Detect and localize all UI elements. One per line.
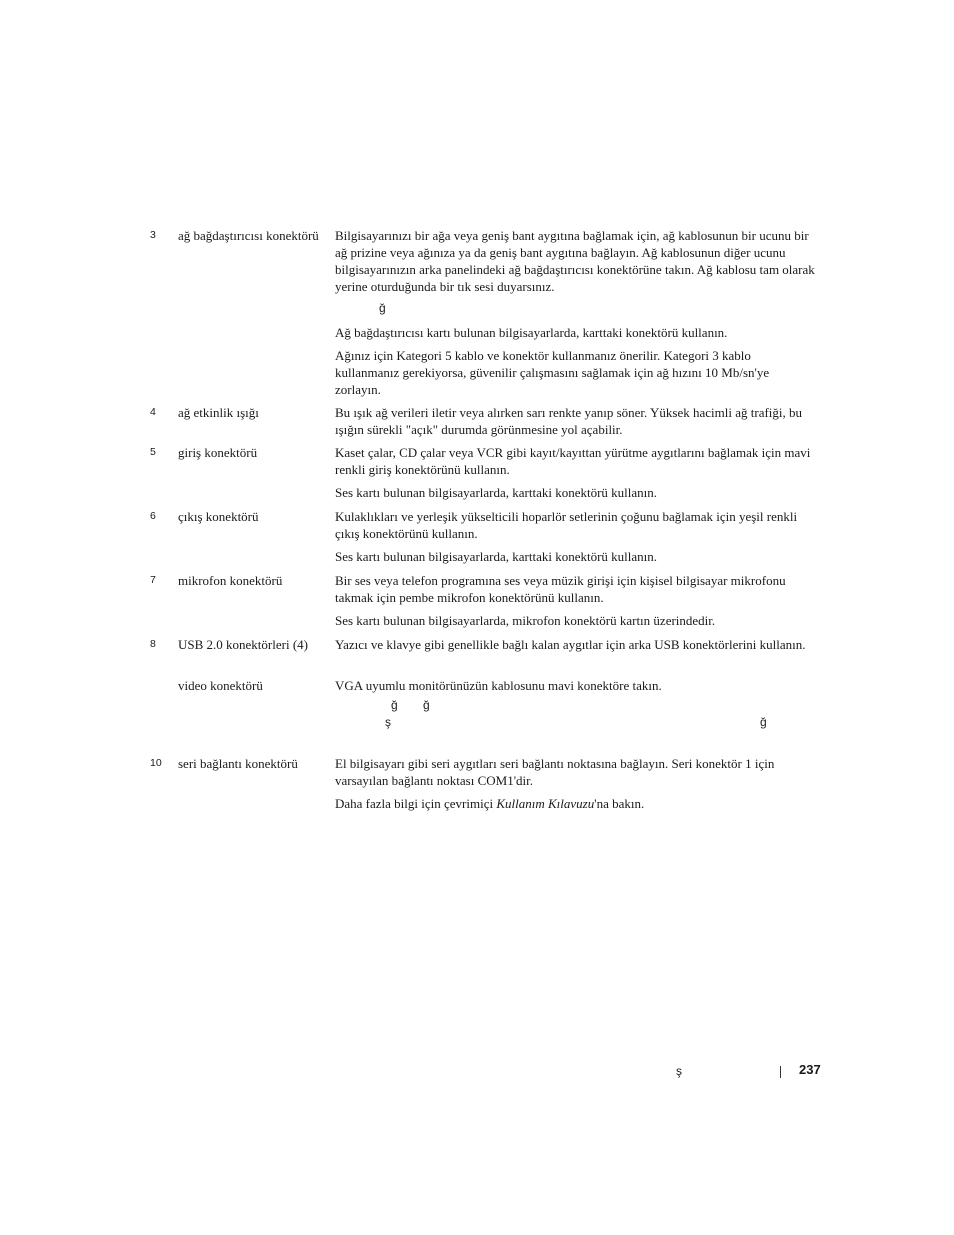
guide-title: Kullanım Kılavuzu (496, 796, 595, 811)
item-description (335, 636, 815, 659)
note-fragment: ş (385, 715, 391, 729)
item-term: giriş konektörü (178, 445, 258, 460)
item-number: 4 (150, 406, 156, 418)
description-paragraph (335, 795, 815, 812)
note-fragment: ğ (379, 301, 386, 315)
text-run: 'na bakın. (594, 796, 645, 811)
item-number: 6 (150, 510, 156, 522)
description-paragraph: Kulaklıkları ve yerleşik yükselticili hoparlör setlerinin çoğunu bağlamak için yeşil renkli çıkış konektörünü kullanın. (335, 509, 798, 541)
note-fragment: ğ (760, 715, 767, 729)
item-term: çıkış konektörü (178, 509, 259, 524)
description-paragraph: Yazıcı ve klavye gibi genellikle bağlı kalan aygıtlar için arka USB konektörlerini kullanın. (335, 637, 806, 652)
item-description (335, 572, 815, 635)
footer-divider (780, 1066, 781, 1078)
item-number: 5 (150, 446, 156, 458)
description-paragraph: Ağ bağdaştırıcısı kartı bulunan bilgisayarlarda, karttaki konektörü kullanın. (335, 325, 728, 340)
note-fragment-line (335, 301, 815, 318)
description-paragraph: Bu ışık ağ verileri iletir veya alırken sarı renkte yanıp söner. Yüksek hacimli ağ trafiği, bu ışığın sürekli "açık" durumda görünmesine yol açabilir. (335, 405, 803, 437)
note-fragment: ğ (423, 698, 430, 712)
description-paragraph: Ses kartı bulunan bilgisayarlarda, mikrofon konektörü kartın üzerindedir. (335, 613, 716, 628)
description-paragraph: Ses kartı bulunan bilgisayarlarda, karttaki konektörü kullanın. (335, 549, 658, 564)
description-paragraph: VGA uyumlu monitörünüzün kablosunu mavi konektöre takın. (335, 678, 662, 693)
item-number: 7 (150, 574, 156, 586)
description-paragraph: Bir ses veya telefon programına ses veya müzik girişi için kişisel bilgisayar mikrofonu takmak için pembe mikrofon konektörünü kullanın. (335, 573, 786, 605)
description-paragraph: Ses kartı bulunan bilgisayarlarda, karttaki konektörü kullanın. (335, 485, 658, 500)
note-fragment: ğ (391, 698, 398, 712)
description-paragraph: Ağınız için Kategori 5 kablo ve konektör kullanmanız önerilir. Kategori 3 kablo kullanmanız gerekiyorsa, güvenilir çalışmasını sağlamak için ağ hızını 10 Mb/sn'ye zorlayın. (335, 348, 770, 397)
item-description (335, 755, 815, 818)
item-term: seri bağlantı konektörü (178, 756, 298, 771)
description-paragraph: Bilgisayarınızı bir ağa veya geniş bant aygıtına bağlamak için, ağ kablosunun bir ucunu bir ağ prizine veya ağınıza ya da geniş bant aygıtına bağlayın. Ağ kablosunun diğer ucunu bilgisayarınızın arka panelindeki ağ bağdaştırıcısı konektörüne takın. Ağ kablosu tam olarak yerine oturduğunda bir tık sesi duyarsınız. (335, 228, 815, 294)
item-term: USB 2.0 konektörleri (4) (178, 637, 308, 652)
item-number: 10 (150, 757, 162, 769)
item-description (335, 227, 815, 404)
footer-fragment: ş (676, 1064, 682, 1078)
item-description (335, 508, 815, 571)
item-description (335, 677, 815, 700)
description-paragraph: El bilgisayarı gibi seri aygıtları seri bağlantı noktasına bağlayın. Seri konektör 1 için varsayılan bağlantı noktası COM1'dir. (335, 756, 775, 788)
item-number: 8 (150, 638, 156, 650)
item-description (335, 444, 815, 507)
item-description (335, 404, 815, 444)
page-number: 237 (799, 1062, 821, 1077)
item-term: ağ etkinlik ışığı (178, 405, 259, 420)
item-number: 3 (150, 229, 156, 241)
text-run: Daha fazla bilgi için çevrimiçi (335, 796, 497, 811)
description-paragraph: Kaset çalar, CD çalar veya VCR gibi kayıt/kayıttan yürütme aygıtlarını bağlamak için mavi renkli giriş konektörünü kullanın. (335, 445, 811, 477)
item-term: mikrofon konektörü (178, 573, 283, 588)
item-term: video konektörü (178, 678, 263, 693)
item-term: ağ bağdaştırıcısı konektörü (178, 228, 319, 243)
